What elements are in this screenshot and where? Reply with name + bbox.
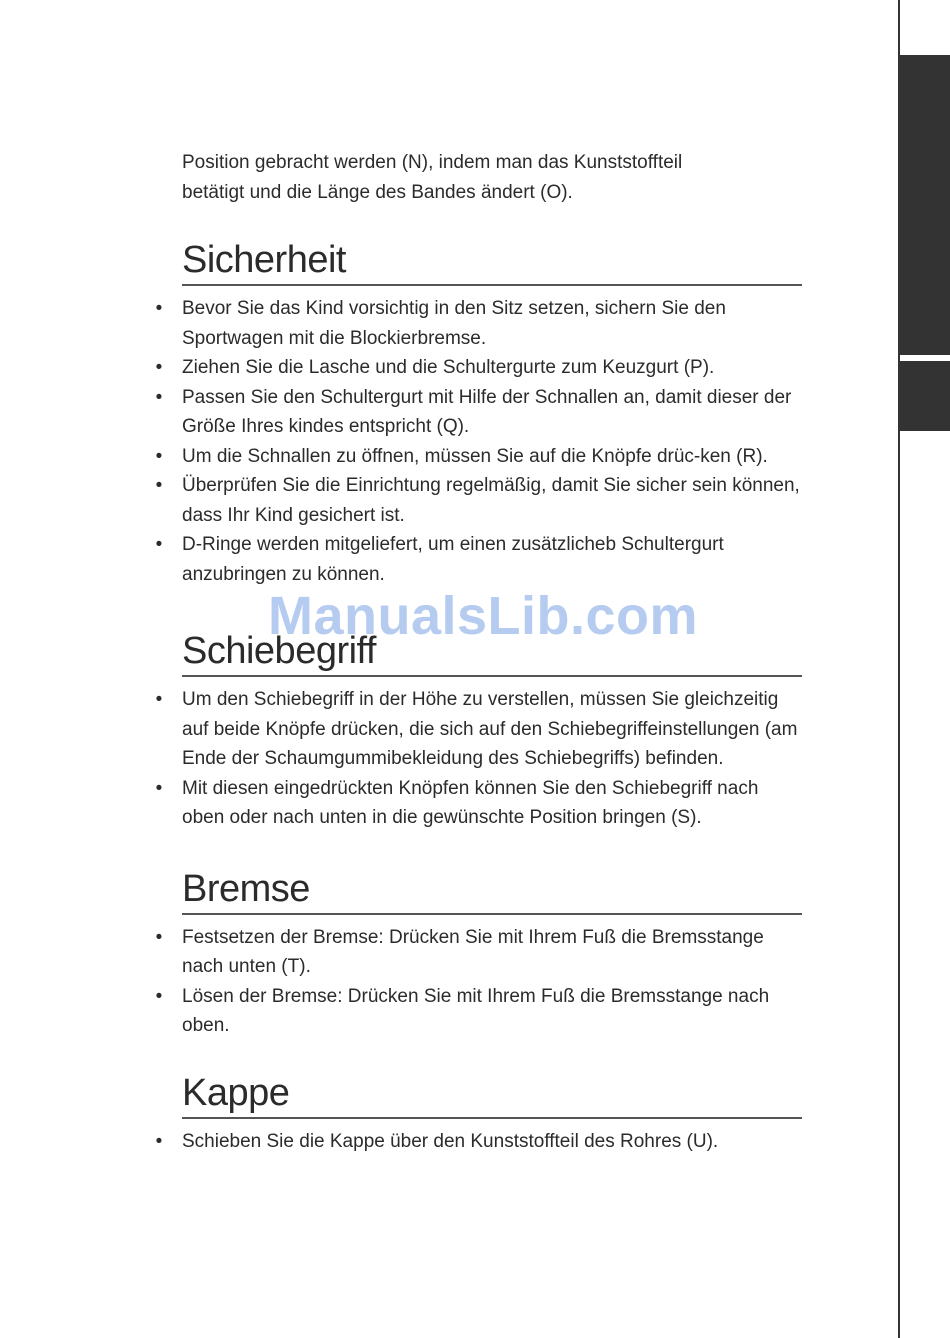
- page-content: [155, 148, 802, 1156]
- bullet-icon: •: [155, 357, 163, 378]
- chapter-tab-marker-secondary: [898, 361, 950, 431]
- intro-line: betätigt und die Länge des Bandes ändert (O).: [182, 182, 573, 203]
- section-heading: Kappe: [182, 1071, 802, 1119]
- list-item: [155, 383, 802, 442]
- bullet-icon: •: [155, 985, 163, 1007]
- list-item: [155, 353, 802, 383]
- list-item: [155, 685, 802, 774]
- list-item-text: Schieben Sie die Kappe über den Kunststoffteil des Rohres (U).: [182, 1130, 719, 1152]
- list-item-text: Lösen der Bremse: Drücken Sie mit Ihrem Fuß die Bremsstange nach oben.: [182, 985, 770, 1036]
- bullet-icon: •: [155, 689, 163, 710]
- list-item: [155, 294, 802, 353]
- bullet-icon: •: [155, 386, 163, 408]
- list-item-text: Festsetzen der Bremse: Drücken Sie mit Ihrem Fuß die Bremsstange nach unten (T).: [182, 926, 764, 977]
- bullet-list: [155, 294, 802, 589]
- list-item: [155, 982, 802, 1041]
- bullet-icon: •: [155, 534, 163, 555]
- list-item-text: Mit diesen eingedrückten Knöpfen können Sie den Schiebegriff nach oben oder nach unten in die gewünschte Position bringen (S).: [182, 777, 759, 828]
- section-heading: Schiebegriff: [182, 629, 802, 677]
- bullet-list: [155, 923, 802, 1041]
- section-heading: Sicherheit: [182, 238, 802, 286]
- list-item-text: Um den Schiebegriff in der Höhe zu verstellen, müssen Sie gleichzeitig auf beide Knöpfe drücken, die sich auf den Schiebegriffeinstellungen (am Ende der Schaumgummibekleidung des Schiebegriffs) befinden.: [182, 689, 798, 769]
- section-heading: Bremse: [182, 867, 802, 915]
- section-sicherheit: [155, 238, 802, 589]
- list-item: [155, 442, 802, 472]
- bullet-list: [155, 1127, 802, 1157]
- list-item-text: Ziehen Sie die Lasche und die Schultergurte zum Keuzgurt (P).: [182, 357, 715, 378]
- list-item-text: Bevor Sie das Kind vorsichtig in den Sitz setzen, sichern Sie den Sportwagen mit die Blockierbremse.: [182, 298, 726, 349]
- intro-line: Position gebracht werden (N), indem man das Kunststoffteil: [182, 152, 683, 173]
- list-item: [155, 774, 802, 833]
- section-kappe: [155, 1071, 802, 1157]
- bullet-icon: •: [155, 298, 163, 319]
- list-item: [155, 1127, 802, 1157]
- bullet-list: [155, 685, 802, 833]
- bullet-icon: •: [155, 926, 163, 948]
- list-item: [155, 923, 802, 982]
- list-item-text: Überprüfen Sie die Einrichtung regelmäßig, damit Sie sicher sein können, dass Ihr Kind gesichert ist.: [182, 475, 800, 526]
- chapter-tab-marker: [898, 55, 950, 355]
- watermark: ManualsLib.com: [268, 586, 699, 646]
- bullet-icon: •: [155, 777, 163, 799]
- list-item-text: Um die Schnallen zu öffnen, müssen Sie auf die Knöpfe drüc-ken (R).: [182, 445, 768, 467]
- list-item-text: D-Ringe werden mitgeliefert, um einen zusätzlicheb Schultergurt anzubringen zu können.: [182, 534, 724, 585]
- list-item: [155, 530, 802, 589]
- list-item: [155, 471, 802, 530]
- section-bremse: [155, 867, 802, 1041]
- section-schiebegriff: [155, 629, 802, 833]
- bullet-icon: •: [155, 445, 163, 467]
- bullet-icon: •: [155, 475, 163, 496]
- bullet-icon: •: [155, 1130, 163, 1152]
- list-item-text: Passen Sie den Schultergurt mit Hilfe der Schnallen an, damit dieser der Größe Ihres kindes entspricht (Q).: [182, 386, 792, 437]
- intro-paragraph: [182, 148, 802, 208]
